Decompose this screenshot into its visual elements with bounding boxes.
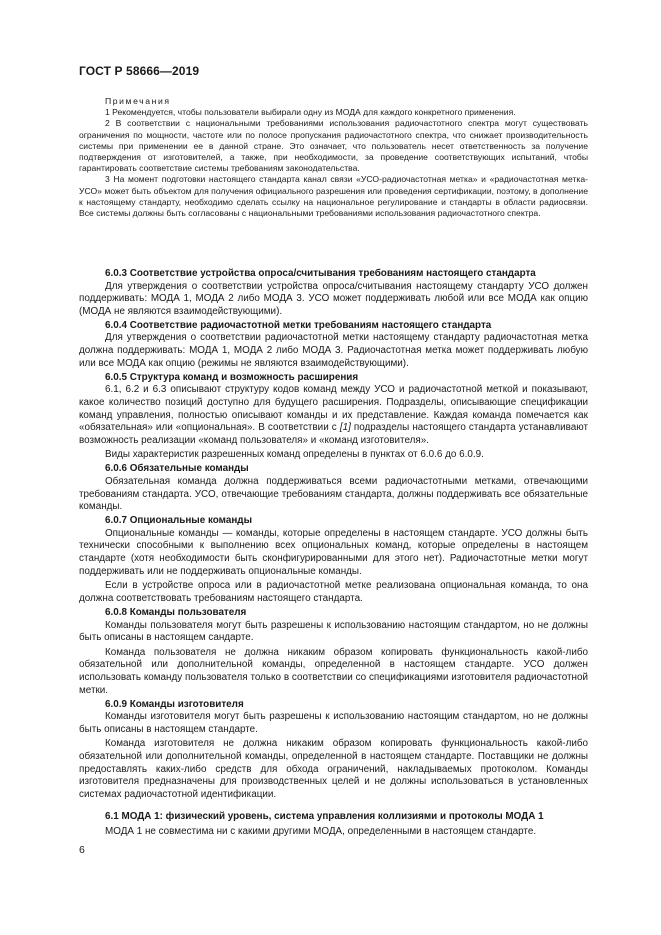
section-heading-6-0-8: 6.0.8 Команды пользователя [105, 606, 247, 618]
paragraph: Для утверждения о соответствии радиочастотной метки настоящему стандарту радиочастотная метка должна поддерживать: МОДА 1, МОДА 2 либо МОДА 3. Радиочастотная метка может поддерживать любую или все МОДА как опцию (режимы не являются взаимодействующими). [79, 332, 588, 369]
section-heading-6-1: 6.1 МОДА 1: физический уровень, система управления коллизиями и протоколы МОДА 1 [105, 811, 544, 823]
main-content [79, 268, 588, 839]
paragraph: Команда изготовителя не должна никаким образом копировать функциональность какой-либо обязательной или дополнительной команды, определенной в настоящем стандарте. Поставщики не должны предоставлять каких-либо средств для обхода ограничений, накладываемых протоколом. Команды изготовителя предназначены для производственных целей и не должны использоваться в установленных системах радиочастотной идентификации. [79, 738, 588, 800]
section-heading-6-0-9: 6.0.9 Команды изготовителя [105, 698, 244, 710]
section-heading-6-0-7: 6.0.7 Опциональные команды [105, 515, 253, 527]
paragraph-text: подразделы настоящего стандарта устанавливают возможность реализации «команд пользователя» и «команд изготовителя». [79, 422, 588, 446]
note-item: 2 В соответствии с национальными требованиями использования радиочастотного спектра могут существовать ограничения по мощности, частоте или по полосе пропускания радиочастотного спектра, что снижает производительность системы при применении ее в данной стране. Это означает, что пользователь несет ответственность за получение подтверждения от изготовителей, а также, при необходимости, за проведение соответствующих испытаний, чтобы гарантировать соответствие системы требованиям законодательства. [79, 118, 588, 174]
paragraph: Команда пользователя не должна никаким образом копировать функциональность какой-либо обязательной или дополнительной команды, определенной в настоящем стандарте. УСО должен использовать команду пользователя только в соответствии со спецификациями изготовителя радиочастотной метки. [79, 646, 588, 696]
note-item: 1 Рекомендуется, чтобы пользователи выбирали одну из МОДА для каждого конкретного применения. [105, 107, 516, 118]
paragraph: Для утверждения о соответствии устройства опроса/считывания настоящему стандарту УСО должен поддерживать: МОДА 1, МОДА 2 либо МОДА 3. УСО может поддерживать любой или все МОДА как опцию (МОДА не являются взаимодействующими). [79, 280, 588, 317]
paragraph: Виды характеристик разрешенных команд определены в пунктах от 6.0.6 до 6.0.9. [105, 449, 484, 461]
section-heading-6-0-6: 6.0.6 Обязательные команды [105, 463, 249, 475]
document-header: ГОСТ Р 58666—2019 [79, 64, 200, 78]
notes-title: Примечания [105, 96, 171, 106]
paragraph: МОДА 1 не совместима ни с какими другими МОДА, определенными в настоящем стандарте. [105, 825, 537, 837]
paragraph: Команды пользователя могут быть разрешены к использованию настоящим стандартом, но не должны быть описаны в настоящем сандарте. [79, 619, 588, 644]
paragraph: Обязательная команда должна поддерживаться всеми радиочастотными метками, отвечающими требованиям стандарта. УСО, отвечающие требованиям стандарта, должны поддерживать все обязательные команды. [79, 476, 588, 513]
paragraph-text: 6.1, 6.2 и 6.3 описывают структуру кодов команд между УСО и радиочастотной меткой и показывают, какое количество позиций доступно для будущего расширения. Подразделы, описывающие спецификации команд управления, полностью описывают команды и их представление. Каждая команда помечается как «обязательная» или «опциональная». В соответствии с [79, 384, 588, 434]
page-number: 6 [79, 844, 85, 856]
paragraph: Команды изготовителя могут быть разрешены к использованию настоящим стандартом, но не должны быть описаны в настоящем стандарте. [79, 711, 588, 735]
paragraph [79, 384, 588, 447]
notes-block [79, 96, 588, 219]
note-item: 3 На момент подготовки настоящего стандарта канал связи «УСО-радиочастотная метка» и «радиочастотная метка-УСО» может быть объектом для получения официального разрешения или проведения сертификации, поэтому, в дополнение к настоящему стандарту, необходимо сделать ссылку на национальное регулирование и стандарты в области радиосвязи. Все системы должны быть согласованы с национальными требованиями использования радиочастотного спектра. [79, 174, 588, 219]
section-heading-6-0-3: 6.0.3 Соответствие устройства опроса/считывания требованиям настоящего стандарта [105, 268, 536, 279]
reference-link[interactable]: [1] [339, 422, 351, 434]
section-heading-6-0-4: 6.0.4 Соответствие радиочастотной метки требованиям настоящего стандарта [105, 319, 492, 331]
paragraph: Опциональные команды — команды, которые определены в настоящем стандарте. УСО должны быть технически способными к выполнению всех опциональных команд, которые определены в настоящем стандарте (хотя необходимости быть сконфигурированными для этого нет). Радиочастотные метки могут поддерживать или не поддерживать опциональные команды. [79, 527, 588, 577]
section-heading-6-0-5: 6.0.5 Структура команд и возможность расширения [105, 371, 359, 383]
paragraph: Если в устройстве опроса или в радиочастотной метке реализована опциональная команда, то она должна соответствовать требованиям настоящего стандарта. [79, 580, 588, 604]
